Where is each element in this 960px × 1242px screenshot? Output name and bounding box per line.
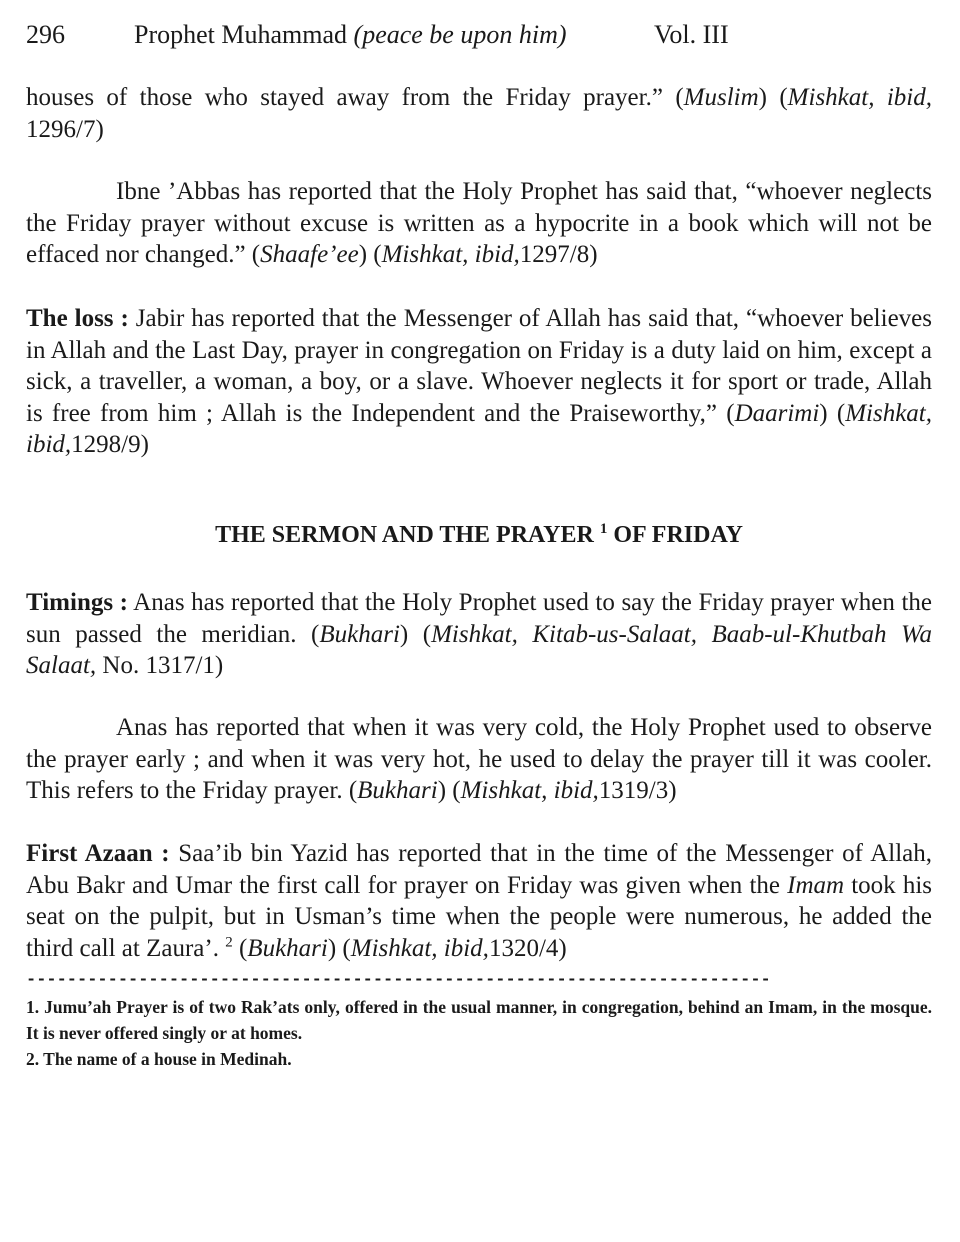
section-label: Timings : — [26, 589, 128, 616]
running-title: Prophet Muhammad (peace be upon him) — [134, 20, 567, 49]
paragraph-2: Ibne ’Abbas has reported that the Holy Prophet has said that, “whoever neglects the Friday prayer without excuse is written as a hypocrite in a book which will not be effaced nor changed.” (Shaafe’ee) (Mishkat, ibid,1297/8) — [26, 178, 932, 268]
footnote-ref-2: 2 — [225, 934, 233, 951]
paragraph-timings: Timings : Anas has reported that the Holy Prophet used to say the Friday prayer when the sun passed the meridian. (Bukhari) (Mishkat, Kitab-us-Salaat, Baab-ul-Khutbah Wa Salaat, No. 1317/1) — [26, 589, 933, 679]
section-label: The loss : — [26, 305, 129, 332]
paragraph-anas-cold: Anas has reported that when it was very cold, the Holy Prophet used to observe the prayer early ; and when it was very hot, he used to delay the prayer till it was cooler. This refers to the Friday prayer. (Bukhari) (Mishkat, ibid,1319/3) — [26, 714, 932, 804]
footnote-1: 1. Jumu’ah Prayer is of two Rak’ats only, offered in the usual manner, in congregation, behind an Imam, in the mosque. It is never offered singly or at homes. — [26, 997, 932, 1043]
page-number: 296 — [26, 20, 65, 49]
footnote-2: 2. The name of a house in Medinah. — [26, 1049, 292, 1069]
footnotes — [26, 968, 932, 1072]
section-heading: THE SERMON AND THE PRAYER $^1$ OF FRIDAY — [215, 521, 743, 548]
section-label: First Azaan : — [26, 840, 170, 867]
paragraph-first-azaan: First Azaan : Saa’ib bin Yazid has reported that in the time of the Messenger of Allah, Abu Bakr and Umar the first call for prayer on Friday was given when the Imam took his seat on the pulpit, but in Usman’s time when the people were numerous, he added the third call at Zaura’. $^2$ (Bukhari) (Mishkat, ibid,1320/4) — [26, 840, 932, 962]
volume-label: Vol. III — [654, 20, 729, 49]
paragraph-1: houses of those who stayed away from the Friday prayer.” (Muslim) (Mishkat, ibid, 1296/7) — [26, 84, 932, 143]
footnote-ref-1: 1 — [599, 521, 608, 537]
footnote-separator: ------------------------------------------------------------------------- — [26, 971, 771, 990]
paragraph-the-loss: The loss : Jabir has reported that the Messenger of Allah has said that, “whoever believes in Allah and the Last Day, prayer in congregation on Friday is a duty laid on him, except a sick, a traveller, a woman, a boy, or a slave. Whoever neglects it for sport or trade, Allah is free from him ; Allah is the Independent and the Praiseworthy,” (Daarimi) (Mishkat, ibid,1298/9) — [26, 305, 932, 458]
running-header — [26, 20, 932, 54]
